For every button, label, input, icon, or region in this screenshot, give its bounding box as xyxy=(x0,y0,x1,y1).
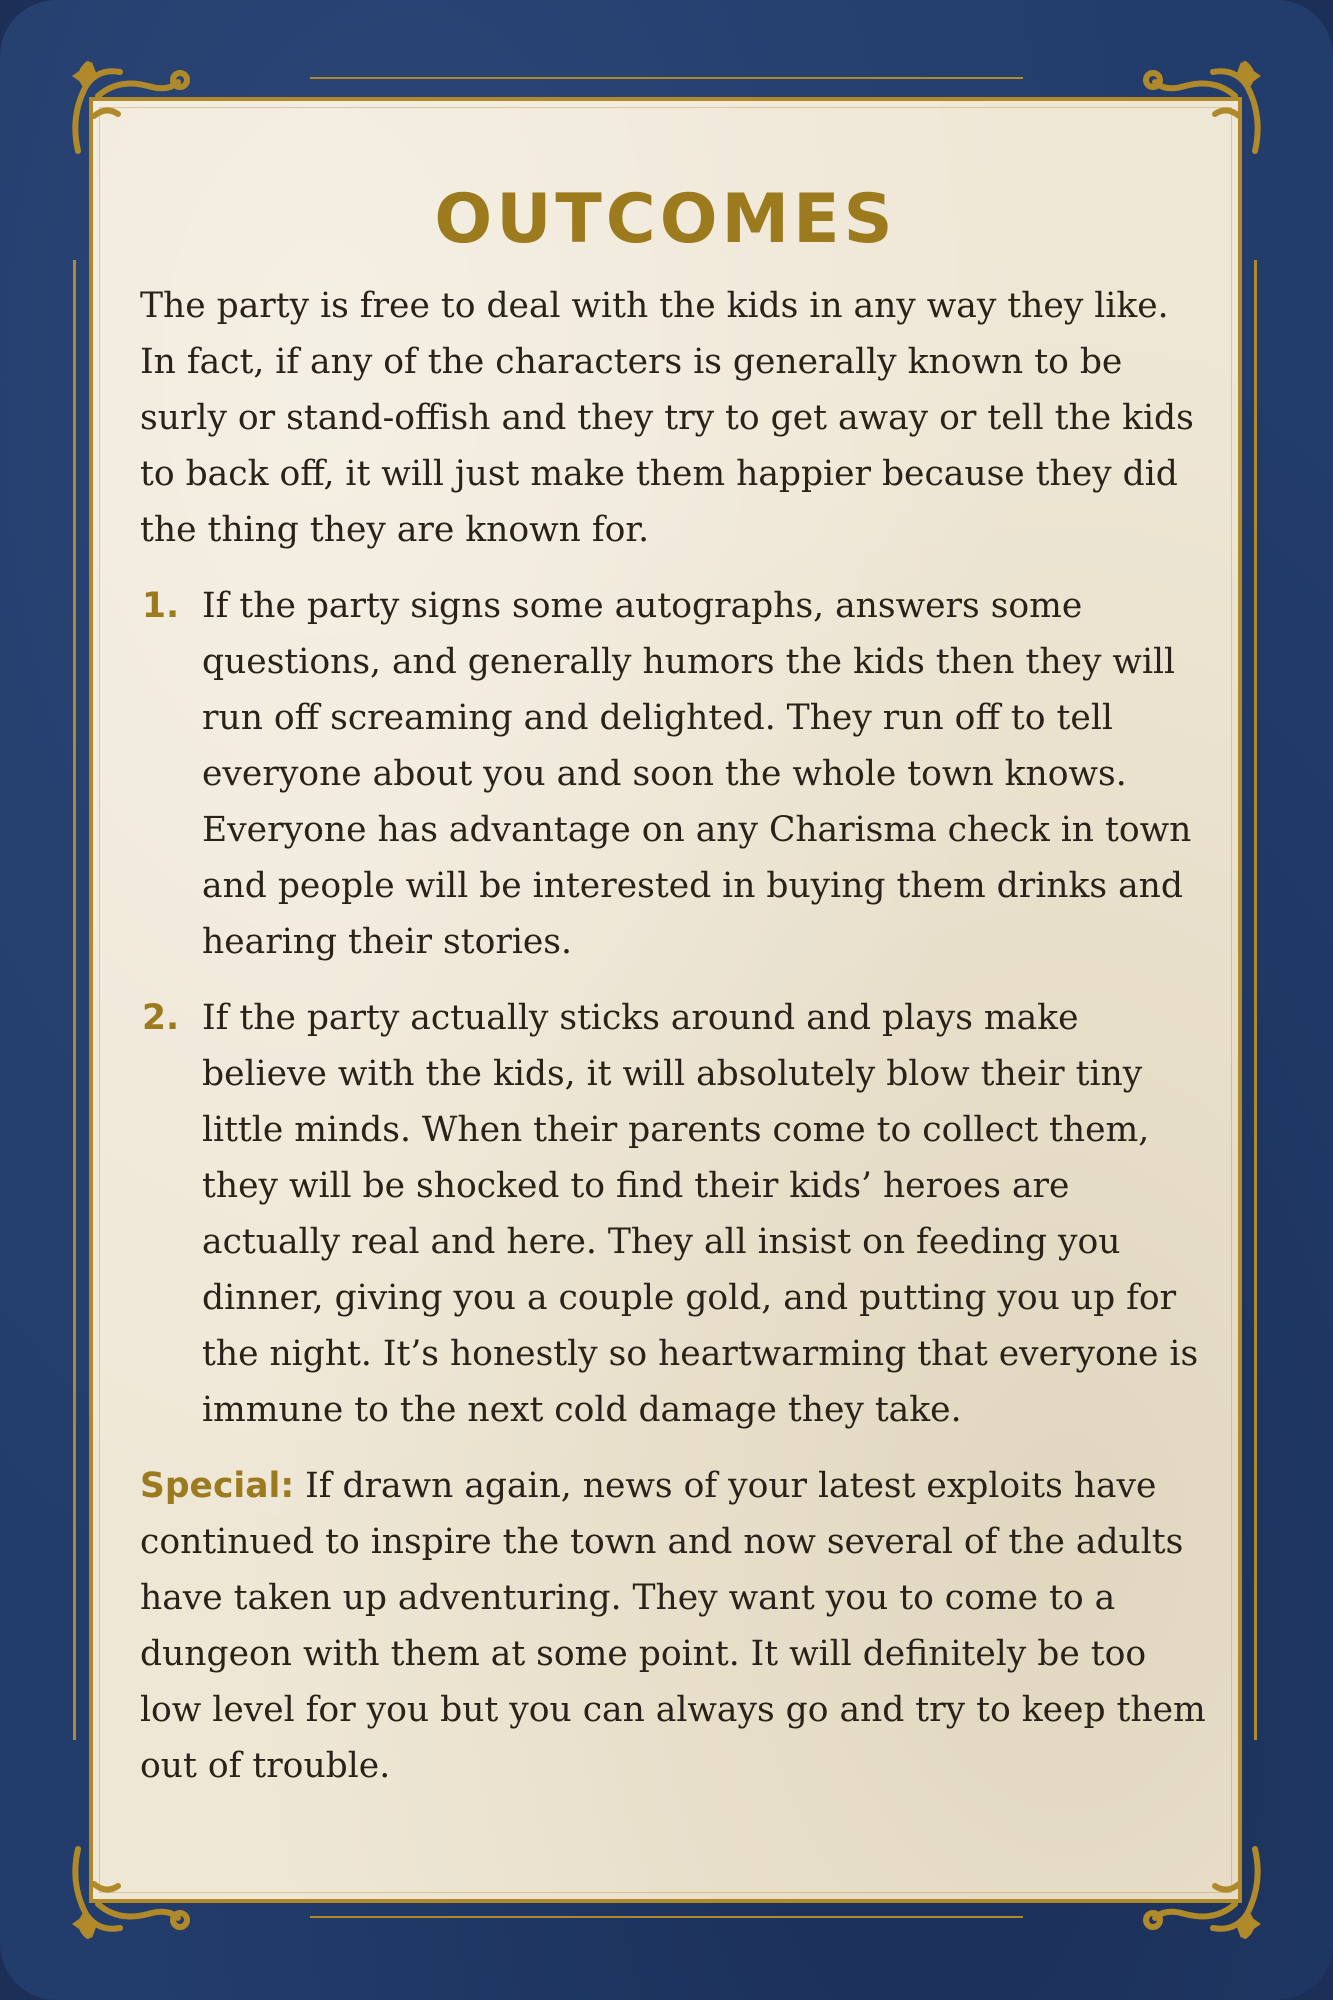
top-rule xyxy=(310,77,1023,79)
outcome-text: If the party actually sticks around and plays make believe with the kids, it will absolutely blow their tiny little minds. When their parents come to collect them, they will be shocked to find their kids’ heroes are actually real and here. They all insist on feeding you dinner, giving you a couple gold, and putting you up for the night. It’s honestly so heartwarming that everyone is immune to the next cold damage they take. xyxy=(202,998,1199,1430)
special-text: If drawn again, news of your latest exploits have continued to inspire the town and now several of the adults have taken up adventuring. They want you to come to a dungeon with them at some point. It will definitely be too low level for you but you can always go and try to keep them out of trouble. xyxy=(140,1466,1206,1786)
outcome-number: 1. xyxy=(142,586,180,626)
bottom-rule xyxy=(310,1916,1023,1918)
special-label: Special: xyxy=(140,1466,295,1506)
outcome-number: 2. xyxy=(142,998,180,1038)
dragon-corner-ornament-icon xyxy=(58,56,208,166)
dragon-corner-ornament-icon xyxy=(1125,1834,1275,1944)
left-rule xyxy=(73,260,76,1740)
dragon-corner-ornament-icon xyxy=(1125,56,1275,166)
outcome-item xyxy=(140,578,1210,970)
card-body xyxy=(140,278,1210,1794)
outcome-item xyxy=(140,990,1210,1438)
intro-paragraph: The party is free to deal with the kids in any way they like. In fact, if any of the characters is generally known to be surly or stand-offish and they try to get away or tell the kids to back off, it will just make them happier because they did the thing they are known for. xyxy=(140,286,1194,550)
special-paragraph xyxy=(140,1458,1210,1794)
right-rule xyxy=(1254,260,1257,1740)
outcome-text: If the party signs some autographs, answers some questions, and generally humors the kids then they will run off screaming and delighted. They run off to tell everyone about you and soon the whole town knows. Everyone has advantage on any Charisma check in town and people will be interested in buying them drinks and hearing their stories. xyxy=(202,586,1192,962)
card-title: OUTCOMES xyxy=(434,180,897,259)
dragon-corner-ornament-icon xyxy=(58,1834,208,1944)
